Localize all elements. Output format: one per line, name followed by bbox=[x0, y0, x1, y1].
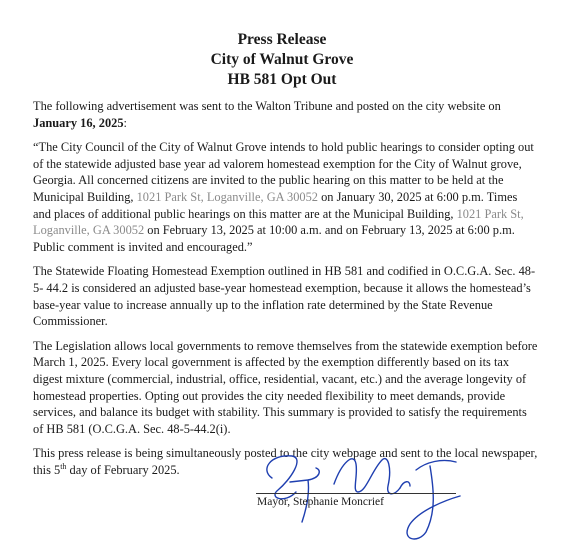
mayor-caption: Mayor, Stephanie Moncrief bbox=[257, 496, 384, 508]
closing-part1: This press release is being simultaneously posted to the city webpage and sent to the local newspaper, this 5 bbox=[33, 446, 538, 477]
exemption-paragraph: The Statewide Floating Homestead Exemption outlined in HB 581 and codified in O.C.G.A. Sec. 48-5- 44.2 is considered an adjusted base-year homestead exemption, because it allows the homestead’s base-year value to increase annually up to the inflation rate determined by the State Revenue Commissioner. bbox=[33, 264, 536, 329]
press-release-body bbox=[33, 98, 538, 486]
intro-date: January 16, 2025 bbox=[33, 115, 124, 130]
address-link-2[interactable]: 1021 Park St, Loganville, GA 30052 bbox=[33, 206, 524, 238]
intro-punct: : bbox=[123, 115, 127, 130]
header-subject: HB 581 Opt Out bbox=[227, 71, 337, 88]
press-release-header bbox=[0, 30, 564, 90]
quote-part2: on January 30, 2025 at 6:00 p.m. Times and places of additional public hearings on this matter are at the Municipal Building, bbox=[33, 189, 518, 221]
header-title: Press Release bbox=[237, 31, 327, 48]
address-link-1[interactable]: 1021 Park St, Loganville, GA 30052 bbox=[136, 189, 318, 204]
signature-line bbox=[256, 493, 456, 494]
advertisement-quote bbox=[33, 139, 538, 255]
closing-part2: day of February 2025. bbox=[66, 462, 180, 477]
legislation-paragraph: The Legislation allows local governments to remove themselves from the statewide exemption before March 1, 2025. Every local government is affected by the exemption differently based on its tax digest mixture (commercial, industrial, office, residential, vacant, etc.) and the average longevity of homestead properties. Opting out provides the city needed flexibility to meet demands, provide services, and balance its budget with stability. This summary is provided to satisfy the requirements of HB 581 (O.C.G.A. Sec. 48-5-44.2(i). bbox=[33, 338, 538, 436]
quote-part3: on February 13, 2025 at 10:00 a.m. and on February 13, 2025 at 6:00 p.m. Public comment is invited and encouraged.” bbox=[33, 223, 515, 254]
header-city: City of Walnut Grove bbox=[210, 51, 354, 68]
closing-sup: th bbox=[60, 461, 67, 471]
quote-part1: “The City Council of the City of Walnut Grove intends to hold public hearings to consider opting out of the statewide adjusted base year ad valorem homestead exemption for the City of Walnut grove, Georgia. All concerned citizens are invited to the public hearing on this matter to be held at the Municipal Building, bbox=[33, 140, 534, 204]
intro-paragraph bbox=[33, 98, 538, 131]
intro-text: The following advertisement was sent to the Walton Tribune and posted on the city website on bbox=[33, 99, 501, 113]
mayor-signature bbox=[250, 440, 480, 540]
